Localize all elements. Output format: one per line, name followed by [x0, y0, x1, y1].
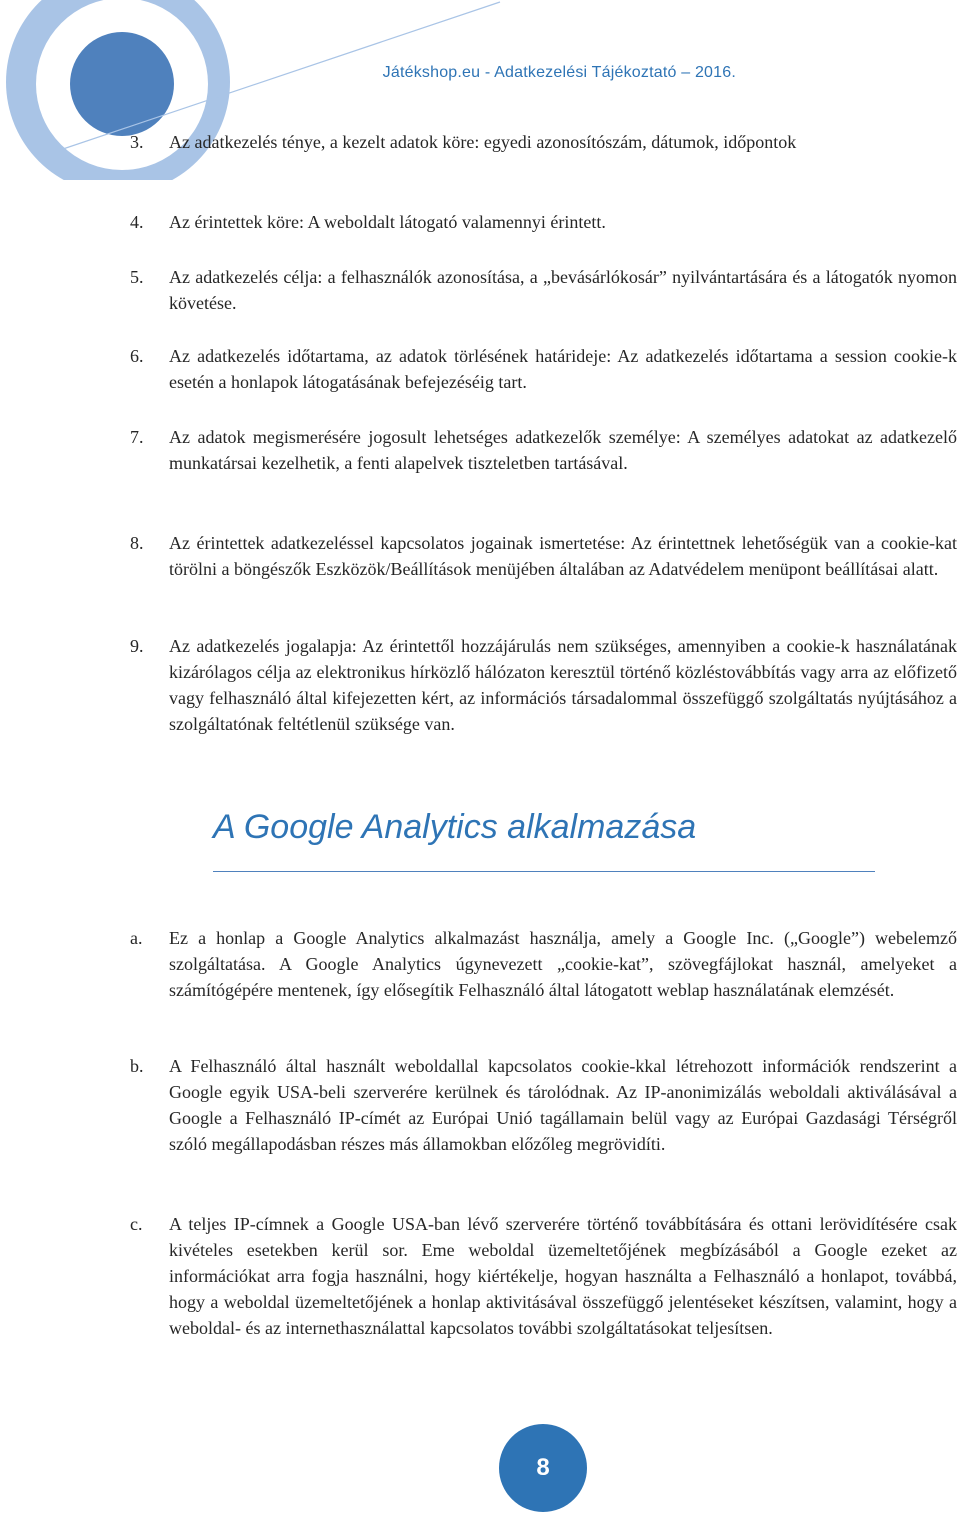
list-item-marker: 4.	[130, 212, 144, 232]
list-item-marker: 8.	[130, 533, 144, 553]
page-number: 8	[536, 1454, 550, 1481]
list-item-text: Az adatkezelés időtartama, az adatok törlésének határideje: Az adatkezelés időtartama a session cookie-k esetén a honlapok látogatásának befejezéséig tart.	[169, 346, 957, 392]
list-item-text: A teljes IP-címnek a Google USA-ban lévő szerverére történő továbbítására és ottani lerövidítésére csak kivételes esetekben kerül sor. Eme weboldal üzemeltetőjének megbízásából a Google ezeket az információkat arra fogja használni, hogy kiértékelje, hogyan használta a Felhasználó a honlapot, továbbá, hogy a weboldal üzemeltetőjének a honlap aktivitásával összefüggő jelentéseket készítsen, valamint, hogy a weboldal- és az internethasználattal kapcsolatos további szolgáltatásokat teljesítsen.	[169, 1214, 957, 1338]
list-item-text: Az adatkezelés ténye, a kezelt adatok köre: egyedi azonosítószám, dátumok, időpontok	[169, 132, 797, 152]
list-item-text: Ez a honlap a Google Analytics alkalmazást használja, amely a Google Inc. („Google”) webelemző szolgáltatása. A Google Analytics úgynevezett „cookie-kat”, szövegfájlokat használ, amelyeket a számítógépére mentenek, így elősegítik Felhasználó által látogatott weblap használatának elemzését.	[169, 928, 957, 1000]
heading-underline	[213, 871, 875, 872]
list-item-marker: a.	[130, 928, 143, 948]
decoration-inner-circle	[70, 32, 174, 136]
section-heading: A Google Analytics alkalmazása	[213, 808, 697, 846]
list-item-marker: 9.	[130, 636, 144, 656]
list-item-marker: 6.	[130, 346, 144, 366]
document-header-title: Játékshop.eu - Adatkezelési Tájékoztató – 2016.	[382, 64, 736, 81]
list-item-text: Az adatkezelés célja: a felhasználók azonosítása, a „bevásárlókosár” nyilvántartására és a látogatók nyomon követése.	[169, 267, 957, 313]
list-item-text: Az adatok megismerésére jogosult lehetséges adatkezelők személye: A személyes adatokat az adatkezelő munkatársai kezelhetik, a fenti alapelvek tiszteletben tartásával.	[169, 427, 957, 473]
list-item-text: Az érintettek köre: A weboldalt látogató valamennyi érintett.	[169, 212, 606, 232]
list-item-text: A Felhasználó által használt weboldallal kapcsolatos cookie-kkal létrehozott információk rendszerint a Google egyik USA-beli szerverére kerülnek és tárolódnak. Az IP-anonimizálás weboldali aktiválásával a Google a Felhasználó IP-címét az Európai Unió tagállamain belül vagy az Európai Gazdasági Térségről szóló megállapodásban részes más államokban előzőleg megrövidíti.	[169, 1056, 957, 1154]
list-item-text: Az érintettek adatkezeléssel kapcsolatos jogainak ismertetése: Az érintettnek lehetőségük van a cookie-kat törölni a böngészők Eszközök/Beállítások menüjében általában az Adatvédelem menüpont beállításai alatt.	[169, 533, 957, 579]
list-item-marker: 7.	[130, 427, 144, 447]
list-item-text: Az adatkezelés jogalapja: Az érintettől hozzájárulás nem szükséges, amennyiben a cookie-k használatának kizárólagos célja az elektronikus hírközlő hálózaton keresztül történő közléstovábbítás vagy arra az előfizető vagy felhasználó által kifejezetten kért, az információs társadalommal összefüggő szolgáltatás nyújtásához a szolgáltatónak feltétlenül szüksége van.	[169, 636, 957, 734]
list-item-marker: 3.	[130, 132, 144, 152]
list-item-marker: c.	[130, 1214, 143, 1234]
list-item-marker: 5.	[130, 267, 144, 287]
page-number-badge	[499, 1424, 587, 1512]
list-item-marker: b.	[130, 1056, 144, 1076]
